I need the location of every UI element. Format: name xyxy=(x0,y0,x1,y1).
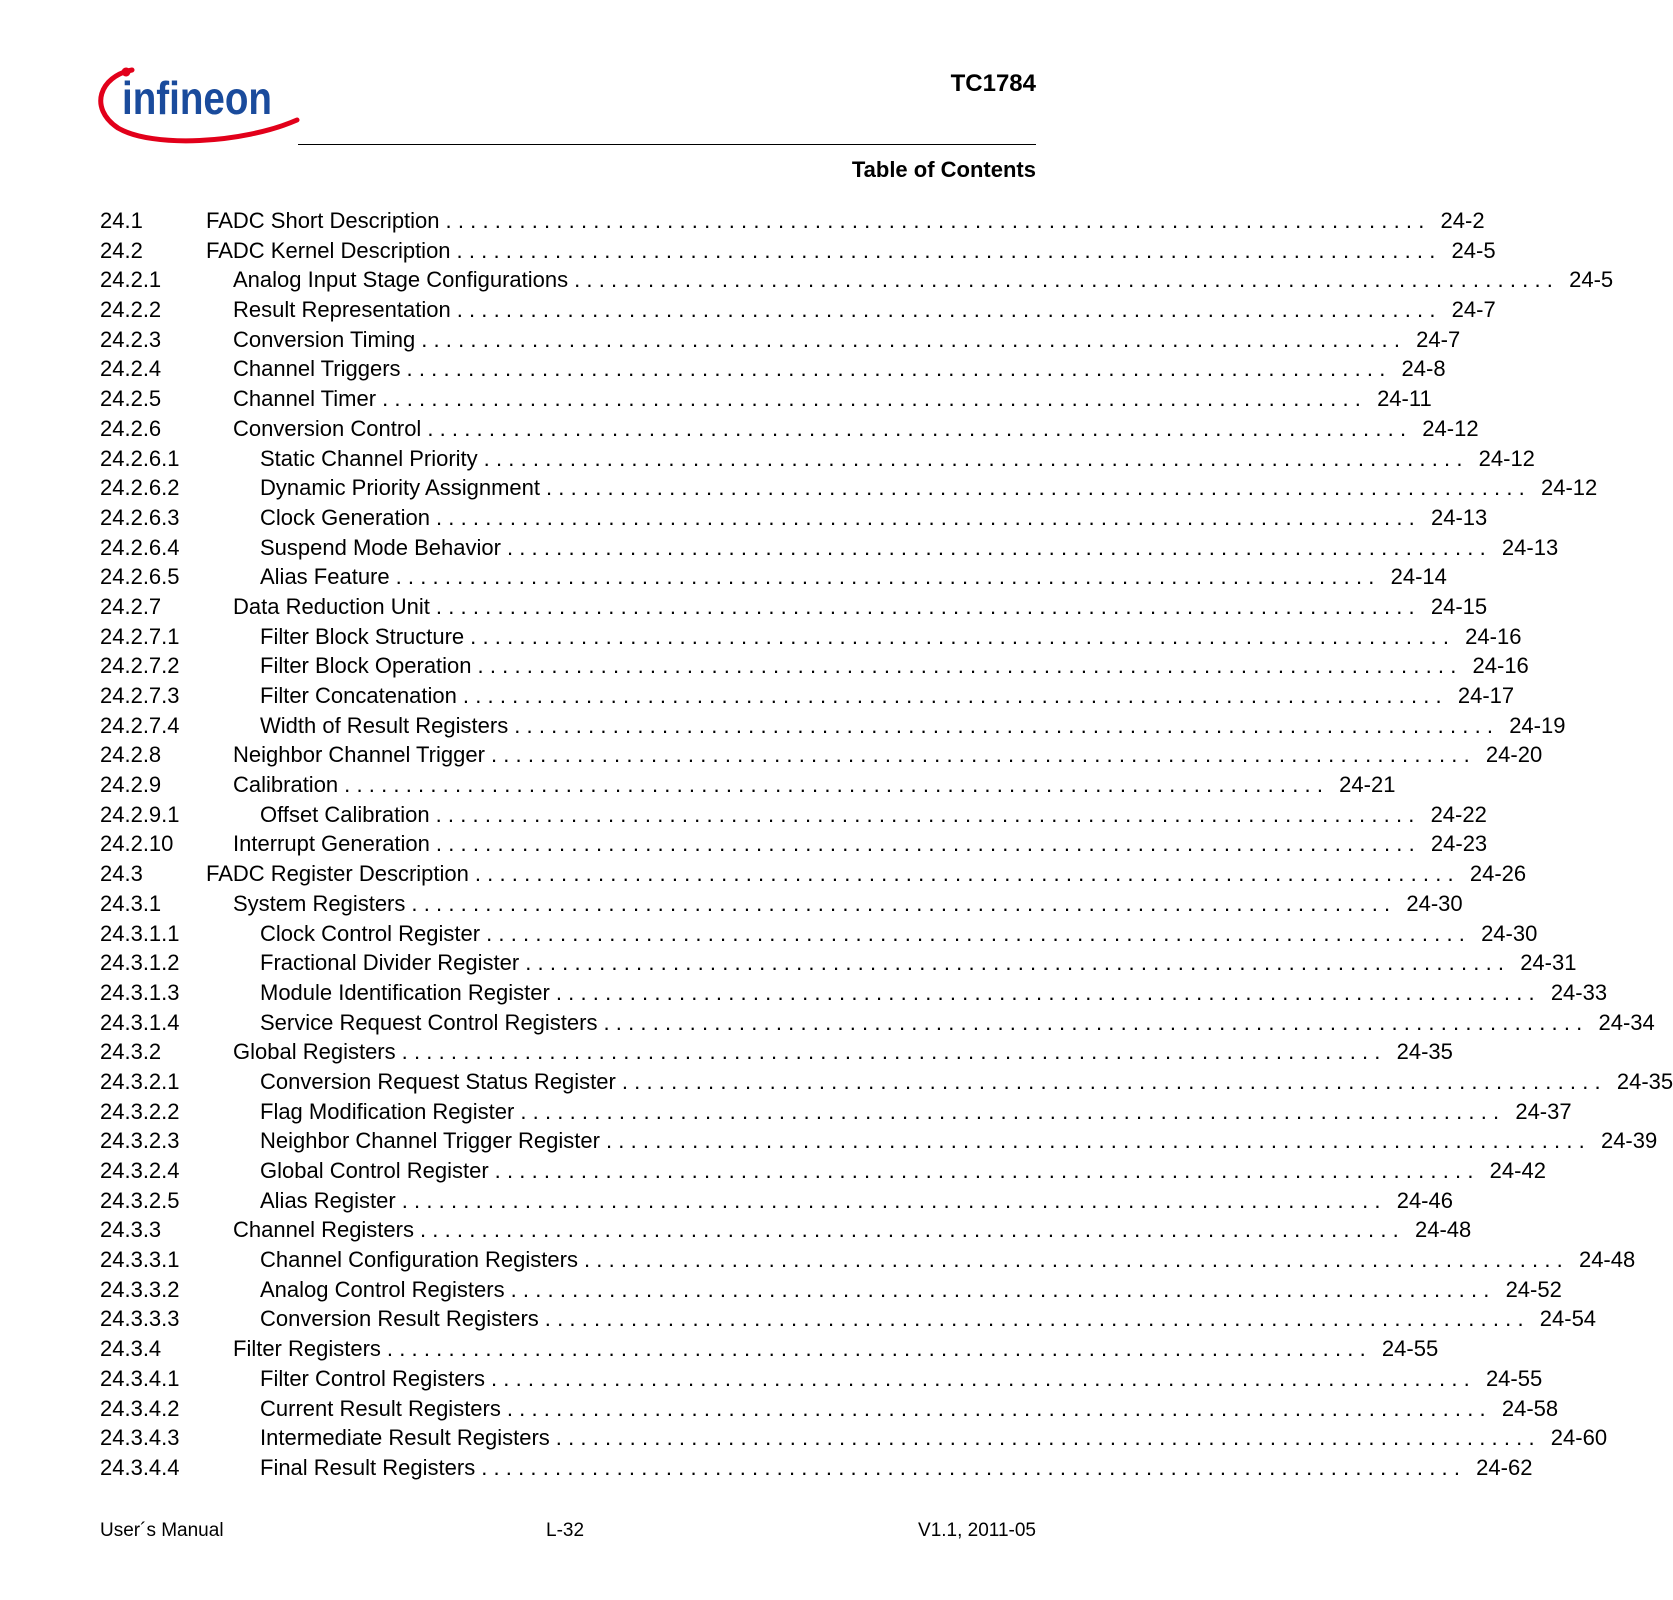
toc-entry-page: 24-19 xyxy=(1509,712,1566,738)
page-footer xyxy=(100,1520,1036,1544)
toc-entry-page: 24-22 xyxy=(1430,801,1487,827)
toc-entry-number: 24.3.1.2 xyxy=(100,950,180,976)
toc-dot-leader: ................................................................................ xyxy=(490,742,1476,768)
toc-entry-number: 24.2.7 xyxy=(100,593,162,619)
toc-dot-leader: ................................................................................ xyxy=(462,683,1448,708)
toc-entry-number: 24.3 xyxy=(100,861,143,887)
toc-entry-title: Static Channel Priority xyxy=(260,445,478,471)
toc-entry-page: 24-16 xyxy=(1465,623,1522,649)
toc-entry-number: 24.3.2.2 xyxy=(100,1098,180,1124)
toc-entry[interactable] xyxy=(100,1364,1543,1394)
toc-entry-title: Clock Generation xyxy=(260,504,430,530)
toc-entry-page: 24-33 xyxy=(1550,979,1608,1005)
toc-entry[interactable] xyxy=(100,1394,1559,1424)
toc-dot-leader: ................................................................................ xyxy=(435,593,1421,619)
toc-entry-title: Offset Calibration xyxy=(260,801,430,827)
toc-entry-number: 24.3.4.1 xyxy=(100,1365,180,1391)
toc-entry-number: 24.3.2.3 xyxy=(100,1128,180,1154)
toc-entry-number: 24.2.4 xyxy=(100,356,162,382)
toc-entry-number: 24.2.7.3 xyxy=(100,683,180,708)
toc-entry-page: 24-8 xyxy=(1401,356,1446,382)
toc-entry-number: 24.2.6.4 xyxy=(100,534,180,560)
toc-entry-title: Alias Feature xyxy=(260,564,390,590)
toc-entry-title: Conversion Request Status Register xyxy=(260,1068,616,1094)
toc-entry-page: 24-55 xyxy=(1381,1336,1439,1362)
toc-entry-page: 24-14 xyxy=(1390,564,1447,590)
toc-entry-title: Dynamic Priority Assignment xyxy=(260,475,540,501)
toc-entry[interactable] xyxy=(100,444,1535,474)
toc-entry-page: 24-30 xyxy=(1406,890,1463,916)
toc-entry[interactable] xyxy=(100,711,1566,741)
toc-dot-leader: ................................................................................ xyxy=(555,979,1541,1005)
toc-entry-title: Service Request Control Registers xyxy=(260,1009,598,1035)
toc-entry[interactable] xyxy=(100,533,1559,563)
toc-entry-number: 24.2.6.3 xyxy=(100,504,180,530)
toc-entry-title: Suspend Mode Behavior xyxy=(260,534,501,560)
toc-entry-number: 24.3.1.1 xyxy=(100,920,180,946)
toc-entry[interactable] xyxy=(100,978,1608,1008)
toc-entry-page: 24-26 xyxy=(1469,861,1527,887)
toc-dot-leader: ................................................................................ xyxy=(514,712,1500,738)
toc-entry-title: Filter Block Operation xyxy=(260,653,472,679)
toc-entry[interactable] xyxy=(100,740,1543,770)
toc-entry-page: 24-30 xyxy=(1481,920,1538,946)
toc-dot-leader: ................................................................................ xyxy=(456,237,1442,263)
toc-entry-number: 24.2.2 xyxy=(100,297,162,323)
toc-entry-title: Global Registers xyxy=(233,1039,396,1065)
toc-entry-page: 24-11 xyxy=(1377,386,1432,412)
toc-entry[interactable] xyxy=(100,1275,1562,1305)
toc-entry-number: 24.3.3 xyxy=(100,1217,162,1243)
toc-entry-number: 24.3.4.4 xyxy=(100,1454,180,1480)
toc-entry-page: 24-5 xyxy=(1569,267,1614,293)
toc-dot-leader: ................................................................................ xyxy=(583,1247,1569,1273)
toc-entry[interactable] xyxy=(100,1097,1572,1127)
toc-entry-page: 24-48 xyxy=(1578,1247,1636,1273)
toc-entry-number: 24.2.1 xyxy=(100,267,162,293)
toc-entry-title: FADC Short Description xyxy=(206,208,440,233)
toc-entry[interactable] xyxy=(100,1156,1546,1186)
toc-entry-title: Channel Registers xyxy=(233,1217,414,1243)
toc-dot-leader: ................................................................................ xyxy=(401,1187,1387,1213)
toc-entry[interactable] xyxy=(100,1186,1453,1216)
toc-entry-number: 24.2.6.5 xyxy=(100,564,180,590)
toc-entry[interactable] xyxy=(100,1067,1673,1097)
toc-entry-number: 24.2.7.4 xyxy=(100,712,180,738)
toc-dot-leader: ................................................................................ xyxy=(445,208,1431,233)
toc-entry-number: 24.2.7.1 xyxy=(100,623,180,649)
toc-entry-title: FADC Register Description xyxy=(206,861,469,887)
toc-entry[interactable] xyxy=(100,1037,1453,1067)
toc-entry-page: 24-12 xyxy=(1478,445,1535,471)
toc-entry-title: Intermediate Result Registers xyxy=(260,1425,550,1451)
toc-entry[interactable] xyxy=(100,651,1529,681)
toc-dot-leader: ................................................................................ xyxy=(406,356,1392,382)
toc-entry[interactable] xyxy=(100,1453,1533,1483)
toc-entry-title: Final Result Registers xyxy=(260,1454,476,1480)
toc-entry-number: 24.3.4.3 xyxy=(100,1425,180,1451)
toc-entry-number: 24.2.7.2 xyxy=(100,653,180,679)
toc-entry[interactable] xyxy=(100,325,1461,355)
toc-entry-page: 24-13 xyxy=(1501,534,1559,560)
footer-manual-label: User´s Manual xyxy=(100,1520,224,1541)
toc-entry-page: 24-16 xyxy=(1472,653,1529,679)
toc-entry-number: 24.2.6 xyxy=(100,415,162,441)
toc-entry-page: 24-20 xyxy=(1485,742,1543,768)
toc-dot-leader: ................................................................................ xyxy=(411,890,1397,916)
toc-entry[interactable] xyxy=(100,206,1485,236)
toc-entry-page: 24-17 xyxy=(1457,683,1515,708)
toc-entry-number: 24.3.2.1 xyxy=(100,1068,180,1094)
toc-entry-title: Channel Configuration Registers xyxy=(260,1247,578,1273)
toc-entry-page: 24-12 xyxy=(1422,415,1479,441)
toc-entry-page: 24-42 xyxy=(1489,1158,1546,1183)
toc-entry-number: 24.2.6.1 xyxy=(100,445,180,471)
toc-dot-leader: ................................................................................ xyxy=(386,1336,1372,1362)
toc-entry-title: Filter Control Registers xyxy=(260,1365,485,1391)
toc-dot-leader: ................................................................................ xyxy=(344,772,1330,798)
toc-entry-number: 24.2.5 xyxy=(100,386,162,412)
toc-entry[interactable] xyxy=(100,592,1488,622)
toc-dot-leader: ................................................................................ xyxy=(419,1217,1405,1243)
toc-entry-page: 24-31 xyxy=(1520,950,1577,976)
toc-entry[interactable] xyxy=(100,1423,1608,1453)
toc-entry[interactable] xyxy=(100,503,1488,533)
toc-entry-title: Conversion Control xyxy=(233,415,422,441)
toc-entry-title: Module Identification Register xyxy=(260,979,550,1005)
toc-entry-number: 24.2.10 xyxy=(100,831,174,857)
toc-entry-number: 24.3.1.4 xyxy=(100,1009,180,1035)
toc-entry-title: Alias Register xyxy=(260,1187,396,1213)
toc-entry-title: Fractional Divider Register xyxy=(260,950,520,976)
toc-entry-title: Channel Timer xyxy=(233,386,377,412)
toc-entry-title: Result Representation xyxy=(233,297,451,323)
svg-text:infineon: infineon xyxy=(122,72,272,124)
toc-entry[interactable] xyxy=(100,414,1479,444)
toc-entry[interactable] xyxy=(100,919,1538,949)
toc-entry-number: 24.2.9 xyxy=(100,772,162,798)
toc-entry-title: Analog Input Stage Configurations xyxy=(233,267,569,293)
toc-dot-leader: ................................................................................ xyxy=(510,1276,1496,1302)
toc-entry-page: 24-58 xyxy=(1501,1395,1559,1421)
toc-dot-leader: ................................................................................ xyxy=(621,1068,1607,1094)
toc-entry-page: 24-39 xyxy=(1600,1128,1658,1154)
toc-dot-leader: ................................................................................ xyxy=(435,504,1421,530)
toc-entry-number: 24.3.2.5 xyxy=(100,1187,180,1213)
toc-dot-leader: ................................................................................ xyxy=(470,623,1456,649)
toc-entry-number: 24.3.1.3 xyxy=(100,979,180,1005)
toc-entry-title: Data Reduction Unit xyxy=(233,593,430,619)
toc-entry[interactable] xyxy=(100,1126,1658,1156)
toc-dot-leader: ................................................................................ xyxy=(574,267,1560,293)
toc-entry-title: Neighbor Channel Trigger xyxy=(233,742,485,768)
toc-entry-page: 24-12 xyxy=(1540,475,1598,501)
toc-dot-leader: ................................................................................ xyxy=(481,1454,1467,1480)
toc-entry-title: Conversion Result Registers xyxy=(260,1306,539,1332)
toc-entry[interactable] xyxy=(100,473,1598,503)
footer-page-number: L-32 xyxy=(546,1520,585,1541)
infineon-logo xyxy=(92,56,302,148)
toc-entry-title: Calibration xyxy=(233,772,339,798)
toc-entry-title: Current Result Registers xyxy=(260,1395,501,1421)
toc-entry-title: Analog Control Registers xyxy=(260,1276,505,1302)
toc-entry-number: 24.3.4.2 xyxy=(100,1395,180,1421)
toc-dot-leader: ................................................................................ xyxy=(525,950,1511,976)
toc-dot-leader: ................................................................................ xyxy=(605,1128,1591,1154)
toc-entry[interactable] xyxy=(100,562,1447,592)
toc-entry[interactable] xyxy=(100,1008,1655,1038)
toc-dot-leader: ................................................................................ xyxy=(401,1039,1387,1065)
toc-entry-page: 24-7 xyxy=(1451,297,1496,323)
toc-entry-page: 24-55 xyxy=(1485,1365,1543,1391)
toc-entry-title: FADC Kernel Description xyxy=(206,237,451,263)
toc-dot-leader: ................................................................................ xyxy=(395,564,1381,590)
toc-dot-leader: ................................................................................ xyxy=(474,861,1460,887)
toc-entry-page: 24-7 xyxy=(1416,326,1461,352)
toc-entry-page: 24-21 xyxy=(1339,772,1396,798)
toc-entry-page: 24-34 xyxy=(1598,1009,1655,1035)
toc-entry-page: 24-2 xyxy=(1440,208,1485,233)
toc-entry-number: 24.3.3.3 xyxy=(100,1306,180,1332)
toc-entry-page: 24-52 xyxy=(1505,1276,1562,1302)
toc-dot-leader: ................................................................................ xyxy=(435,801,1421,827)
toc-entry-title: Filter Block Structure xyxy=(260,623,465,649)
toc-dot-leader: ................................................................................ xyxy=(456,297,1442,323)
toc-entry-number: 24.3.2 xyxy=(100,1039,162,1065)
toc-entry[interactable] xyxy=(100,265,1614,295)
toc-dot-leader: ................................................................................ xyxy=(477,653,1463,679)
toc-entry-number: 24.1 xyxy=(100,208,143,233)
toc-entry-title: Interrupt Generation xyxy=(233,831,430,857)
toc-entry[interactable] xyxy=(100,1215,1472,1245)
toc-entry[interactable] xyxy=(100,384,1432,414)
toc-dot-leader: ................................................................................ xyxy=(483,445,1469,471)
toc-dot-leader: ................................................................................ xyxy=(382,386,1368,412)
toc-entry[interactable] xyxy=(100,948,1577,978)
toc-dot-leader: ................................................................................ xyxy=(520,1098,1506,1124)
footer-version: V1.1, 2011-05 xyxy=(918,1520,1036,1541)
toc-dot-leader: ................................................................................ xyxy=(427,415,1413,441)
toc-entry-number: 24.2 xyxy=(100,237,143,263)
table-of-contents xyxy=(100,206,1673,1483)
toc-dot-leader: ................................................................................ xyxy=(506,1395,1492,1421)
toc-entry-title: Filter Registers xyxy=(233,1336,381,1362)
toc-entry-number: 24.2.3 xyxy=(100,326,162,352)
toc-entry-page: 24-62 xyxy=(1476,1454,1533,1480)
toc-dot-leader: ................................................................................ xyxy=(494,1158,1480,1183)
toc-entry[interactable] xyxy=(100,681,1515,711)
toc-entry-number: 24.3.2.4 xyxy=(100,1158,180,1183)
toc-entry-number: 24.2.8 xyxy=(100,742,162,768)
toc-entry-page: 24-54 xyxy=(1539,1306,1597,1332)
toc-entry-number: 24.3.4 xyxy=(100,1336,162,1362)
toc-entry-number: 24.3.3.1 xyxy=(100,1247,180,1273)
toc-entry-page: 24-48 xyxy=(1414,1217,1472,1243)
toc-dot-leader: ................................................................................ xyxy=(545,475,1531,501)
toc-dot-leader: ................................................................................ xyxy=(421,326,1407,352)
toc-entry-title: Filter Concatenation xyxy=(260,683,457,708)
document-id: TC1784 xyxy=(950,70,1036,97)
toc-entry-title: Width of Result Registers xyxy=(260,712,509,738)
toc-entry-page: 24-13 xyxy=(1430,504,1488,530)
section-title: Table of Contents xyxy=(851,157,1036,182)
toc-entry-page: 24-23 xyxy=(1430,831,1488,857)
toc-entry[interactable] xyxy=(100,859,1527,889)
toc-entry[interactable] xyxy=(100,236,1496,266)
toc-entry[interactable] xyxy=(100,622,1522,652)
toc-dot-leader: ................................................................................ xyxy=(544,1306,1530,1332)
toc-entry-page: 24-60 xyxy=(1550,1425,1608,1451)
toc-dot-leader: ................................................................................ xyxy=(490,1365,1476,1391)
toc-entry-title: Global Control Register xyxy=(260,1158,489,1183)
toc-entry-title: Clock Control Register xyxy=(260,920,481,946)
toc-dot-leader: ................................................................................ xyxy=(506,534,1492,560)
header-rule xyxy=(298,144,1036,145)
toc-entry-page: 24-35 xyxy=(1616,1068,1673,1094)
toc-entry-number: 24.3.1 xyxy=(100,890,162,916)
toc-entry[interactable] xyxy=(100,889,1463,919)
toc-entry-number: 24.3.3.2 xyxy=(100,1276,180,1302)
toc-dot-leader: ................................................................................ xyxy=(603,1009,1589,1035)
toc-entry-title: System Registers xyxy=(233,890,406,916)
toc-entry[interactable] xyxy=(100,800,1487,830)
toc-entry-page: 24-35 xyxy=(1396,1039,1453,1065)
toc-entry[interactable] xyxy=(100,1304,1597,1334)
toc-entry-page: 24-46 xyxy=(1396,1187,1453,1213)
toc-entry-title: Neighbor Channel Trigger Register xyxy=(260,1128,600,1154)
toc-dot-leader: ................................................................................ xyxy=(486,920,1472,946)
toc-entry-page: 24-15 xyxy=(1430,593,1488,619)
toc-entry[interactable] xyxy=(100,770,1396,800)
toc-entry-number: 24.2.6.2 xyxy=(100,475,180,501)
toc-dot-leader: ................................................................................ xyxy=(435,831,1421,857)
toc-entry-title: Conversion Timing xyxy=(233,326,416,352)
toc-entry-page: 24-5 xyxy=(1451,237,1496,263)
toc-entry-title: Channel Triggers xyxy=(233,356,401,382)
toc-entry[interactable] xyxy=(100,295,1496,325)
toc-entry-page: 24-37 xyxy=(1515,1098,1572,1124)
toc-entry-title: Flag Modification Register xyxy=(260,1098,515,1124)
toc-dot-leader: ................................................................................ xyxy=(555,1425,1541,1451)
toc-entry[interactable] xyxy=(100,1334,1439,1364)
toc-entry[interactable] xyxy=(100,354,1446,384)
toc-entry[interactable] xyxy=(100,829,1488,859)
toc-entry[interactable] xyxy=(100,1245,1636,1275)
toc-entry-number: 24.2.9.1 xyxy=(100,801,180,827)
